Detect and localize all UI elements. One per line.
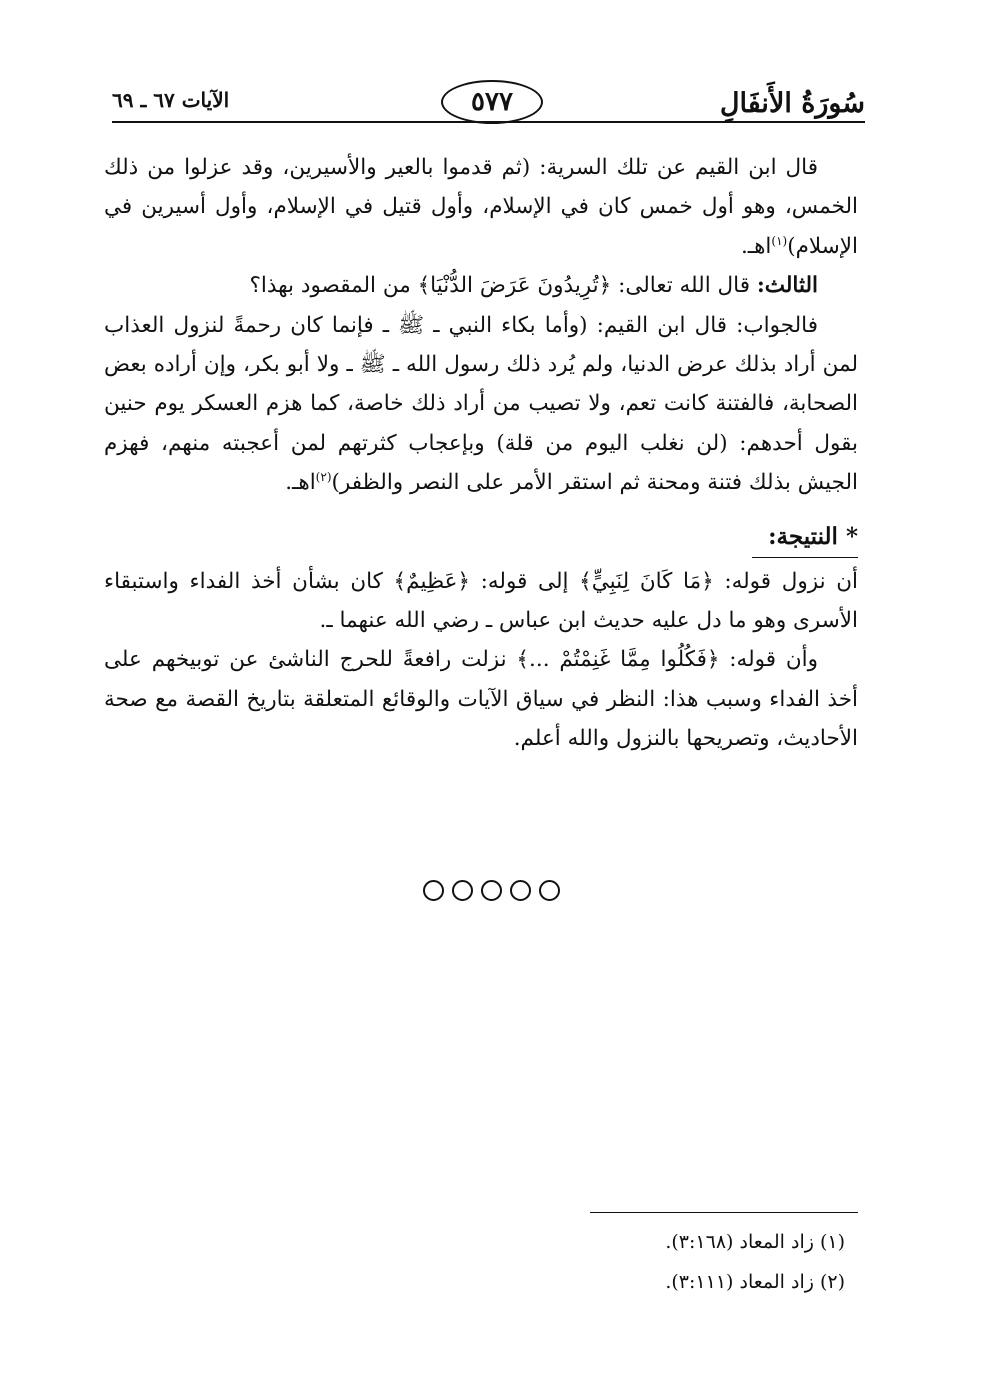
main-text — [104, 148, 858, 759]
footnote-2: (٢) زاد المعاد (٣:١١١). — [665, 1271, 845, 1293]
ornament-circle-icon — [452, 880, 473, 901]
footnote-ref-2: (٢) — [315, 470, 332, 485]
ornament-circle-icon — [481, 880, 502, 901]
paragraph-2-text: قال الله تعالى: ﴿تُرِيدُونَ عَرَضَ الدُّنْيَا﴾ من المقصود بهذا؟ — [249, 273, 750, 299]
section-ornament — [396, 880, 586, 901]
page-number-frame — [441, 80, 543, 124]
footnote-ref-1: (١) — [771, 233, 788, 248]
footnote-1: (١) زاد المعاد (٣:١٦٨). — [665, 1231, 845, 1253]
paragraph-3-end: اهـ. — [285, 470, 316, 496]
ornament-circle-icon — [423, 880, 444, 901]
ornament-circle-icon — [539, 880, 560, 901]
ayat-range: الآيات ٦٧ ـ ٦٩ — [112, 88, 230, 112]
result-heading: * النتيجة: — [768, 522, 858, 550]
paragraph-3 — [104, 306, 858, 503]
header-divider — [112, 121, 865, 123]
footnote-divider — [590, 1212, 858, 1213]
paragraph-4: أن نزول قوله: ﴿مَا كَانَ لِنَبِيٍّ﴾ إلى قوله: ﴿عَظِيمٌ﴾ كان بشأن أخذ الفداء واستبقاء الأسرى وهو ما دل عليه حديث ابن عباس ـ رضي الله عنهما ـ. — [104, 568, 858, 634]
paragraph-5: وأن قوله: ﴿فَكُلُوا مِمَّا غَنِمْتُمْ ...﴾ نزلت رافعةً للحرج الناشئ عن توبيخهم على أخذ الفداء وسبب هذا: النظر في سياق الآيات والوقائع المتعلقة بتاريخ القصة مع صحة الأحاديث، وتصريحها بالنزول والله أعلم. — [104, 647, 858, 752]
paragraph-1-end: اهـ. — [740, 233, 772, 259]
ornament-circle-icon — [510, 880, 531, 901]
paragraph-1 — [104, 148, 858, 266]
paragraph-3-text: فالجواب: قال ابن القيم: (وأما بكاء النبي ـ ﷺ ـ فإنما كان رحمةً لنزول العذاب لمن أراد بذلك عرض الدنيا، ولم يُرد ذلك رسول الله ـ ﷺ ـ ولا أبو بكر، وإن أراده بعض الصحابة، فالفتنة كانت تعم، ولا تصيب من أراد ذلك خاصة، كما هزم العسكر يوم حنين بقول أحدهم: (لن نغلب اليوم من قلة) وبإعجاب كثرتهم لمن أعجبته منهم، فهزم الجيش بذلك فتنة ومحنة ثم استقر الأمر على النصر والظفر) — [104, 312, 858, 496]
page-number: ٥٧٧ — [471, 87, 513, 117]
paragraph-1-text: قال ابن القيم عن تلك السرية: (ثم قدموا بالعير والأسيرين، وقد عزلوا من ذلك الخمس، وهو أول خمس كان في الإسلام، وأول قتيل في الإسلام، وأول أسيرين في الإسلام) — [104, 155, 858, 259]
heading-underline — [752, 557, 858, 558]
result-heading-block — [104, 517, 858, 558]
section-label-third: الثالث: — [756, 273, 818, 299]
surah-title: سُورَةُ الأَنفَالِ — [719, 88, 865, 119]
footnotes — [665, 1222, 845, 1302]
paragraph-2 — [104, 266, 858, 305]
